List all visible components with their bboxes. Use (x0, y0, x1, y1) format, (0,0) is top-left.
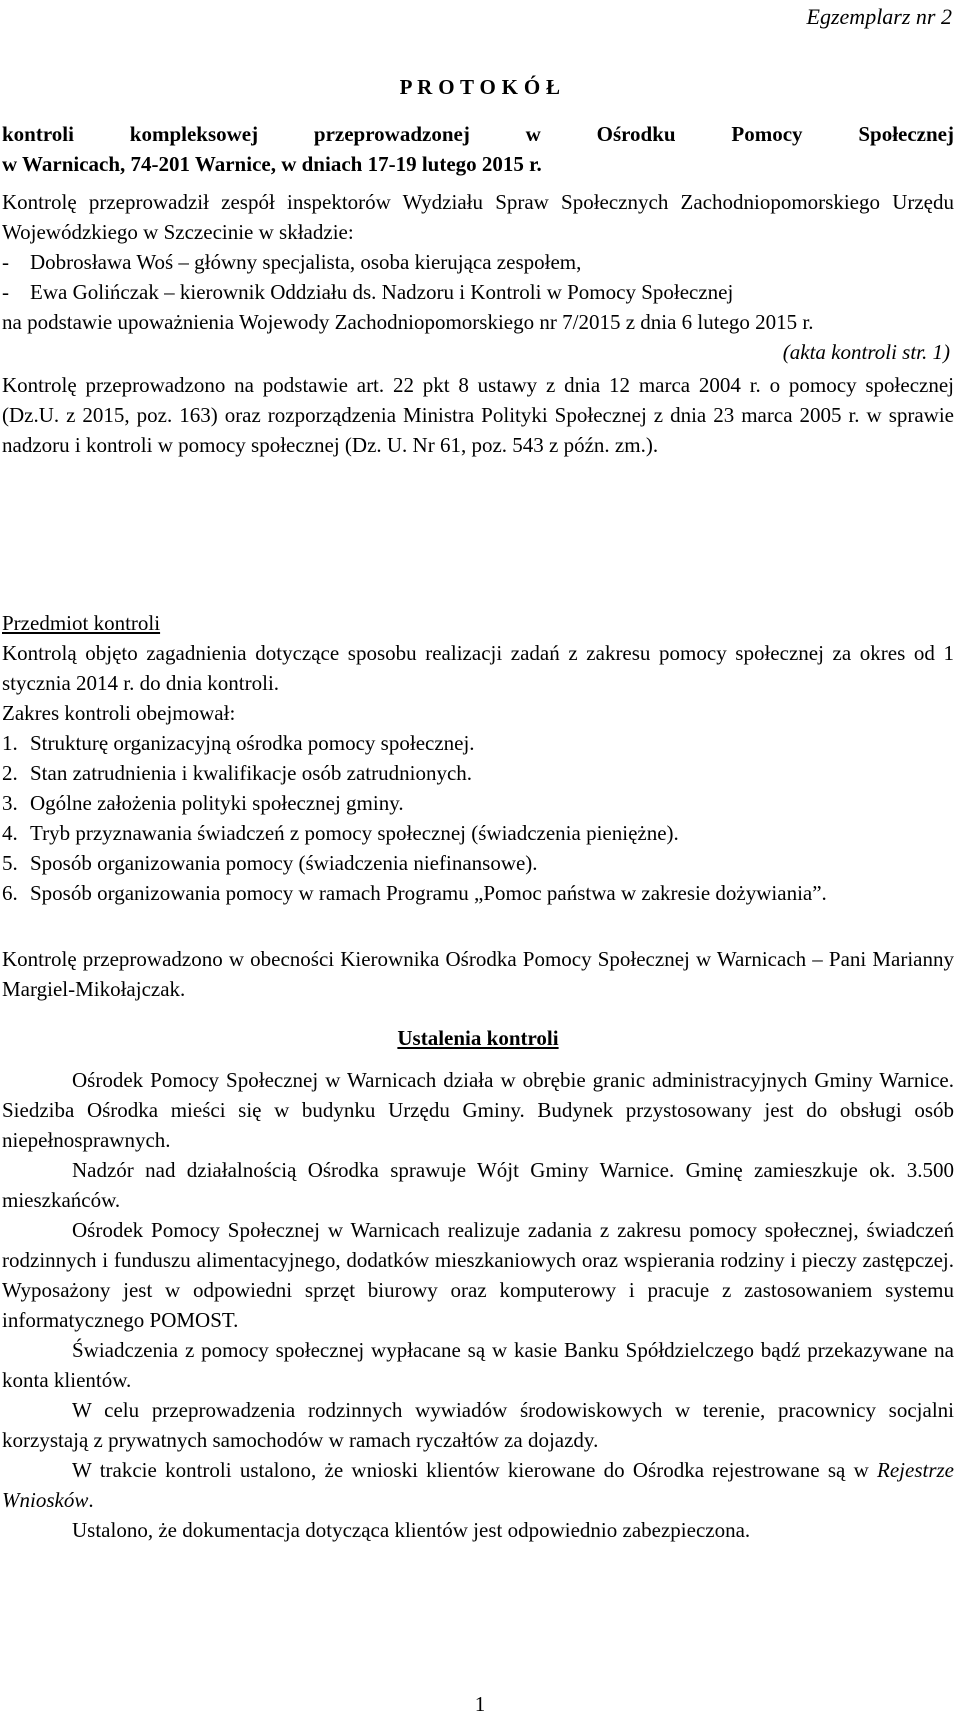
intro-section (2, 119, 954, 179)
page-number: 1 (474, 1692, 486, 1716)
team-member-text: Ewa Golińczak – kierownik Oddziału ds. Nadzoru i Kontroli w Pomocy Społecznej (30, 280, 734, 304)
team-member (2, 247, 954, 277)
subject-heading: Przedmiot kontroli (2, 611, 161, 635)
team-member (2, 277, 954, 307)
team-sentence: Kontrolę przeprowadził zespół inspektorów Wydziału Spraw Społecznych Zachodniopomorskiego Urzędu Wojewódzkiego w Szczecinie w składzie: (2, 190, 954, 244)
subject-text: Kontrolą objęto zagadnienia dotyczące sposobu realizacji zadań z zakresu pomocy społecznej za okres od 1 stycznia 2014 r. do dnia kontroli. (2, 641, 954, 695)
files-reference: (akta kontroli str. 1) (782, 340, 950, 364)
presence-section (2, 944, 954, 1004)
findings-paragraph: Ośrodek Pomocy Społecznej w Warnicach działa w obrębie granic administracyjnych Gminy Warnice. Siedziba Ośrodka mieści się w budynku Urzędu Gminy. Budynek przystosowany jest do obsługi osób niepełnosprawnych. (2, 1068, 954, 1152)
list-dash: - (2, 280, 9, 304)
scope-item (2, 758, 954, 788)
scope-item-text: Tryb przyznawania świadczeń z pomocy społecznej (świadczenia pieniężne). (30, 821, 679, 845)
presence-text: Kontrolę przeprowadzono w obecności Kierownika Ośrodka Pomocy Społecznej w Warnicach – Pani Marianny Margiel-Mikołajczak. (2, 947, 954, 1001)
scope-item-text: Sposób organizowania pomocy (świadczenia niefinansowe). (30, 851, 538, 875)
findings-paragraph: Nadzór nad działalnością Ośrodka sprawuje Wójt Gminy Warnice. Gminę zamieszkuje ok. 3.500 mieszkańców. (2, 1158, 954, 1212)
findings-paragraph: W celu przeprowadzenia rodzinnych wywiadów środowiskowych w terenie, pracownicy socjalni korzystają z prywatnych samochodów w ramach ryczałtów za dojazdy. (2, 1398, 954, 1452)
subject-line-2: w Warnicach, 74-201 Warnice, w dniach 17-19 lutego 2015 r. (2, 152, 542, 176)
subject-line-1: kontroli kompleksowej przeprowadzonej w Ośrodku Pomocy Społecznej (2, 122, 954, 146)
scope-item (2, 788, 954, 818)
scope-item-text: Ogólne założenia polityki społecznej gminy. (30, 791, 404, 815)
scope-item (2, 878, 954, 908)
team-members-list (2, 247, 954, 307)
scope-item-number: 5. (2, 851, 18, 875)
scope-item-number: 6. (2, 881, 18, 905)
registry-paragraph (2, 1455, 954, 1515)
scope-item (2, 728, 954, 758)
team-section (2, 187, 954, 460)
legal-basis-text: Kontrolę przeprowadzono na podstawie art. 22 pkt 8 ustawy z dnia 12 marca 2004 r. o pomocy społecznej (Dz.U. z 2015, poz. 163) oraz rozporządzenia Ministra Polityki Społecznej z dnia 23 marca 2005 r. w sprawie nadzoru i kontroli w pomocy społecznej (Dz. U. Nr 61, poz. 543 z późn. zm.). (2, 373, 954, 457)
team-member-text: Dobrosława Woś – główny specjalista, osoba kierująca zespołem, (30, 250, 582, 274)
scope-item-number: 4. (2, 821, 18, 845)
registry-prefix: W trakcie kontroli ustalono, że wnioski klientów kierowane do Ośrodka rejestrowane są w (72, 1458, 878, 1482)
scope-item-text: Sposób organizowania pomocy w ramach Programu „Pomoc państwa w zakresie dożywiania”. (30, 881, 827, 905)
authorization-text: na podstawie upoważnienia Wojewody Zachodniopomorskiego nr 7/2015 z dnia 6 lutego 2015 r. (2, 310, 814, 334)
scope-list (2, 728, 954, 908)
registry-name: Rejestrze Wniosków (2, 1458, 954, 1512)
scope-item-number: 1. (2, 731, 18, 755)
list-dash: - (2, 250, 9, 274)
scope-item (2, 818, 954, 848)
scope-item-text: Strukturę organizacyjną ośrodka pomocy społecznej. (30, 731, 475, 755)
scope-item-number: 2. (2, 761, 18, 785)
findings-paragraph: Świadczenia z pomocy społecznej wypłacane są w kasie Banku Spółdzielczego bądź przekazywane na konta klientów. (2, 1338, 954, 1392)
findings-paragraph: Ustalono, że dokumentacja dotycząca klientów jest odpowiednio zabezpieczona. (72, 1518, 751, 1542)
scope-label: Zakres kontroli obejmował: (2, 701, 236, 725)
copy-number-mark: Egzemplarz nr 2 (806, 4, 952, 29)
subject-section (2, 608, 954, 908)
findings-section (2, 1023, 954, 1545)
scope-item-number: 3. (2, 791, 18, 815)
scope-item-text: Stan zatrudnienia i kwalifikacje osób zatrudnionych. (30, 761, 473, 785)
findings-paragraph: Ośrodek Pomocy Społecznej w Warnicach realizuje zadania z zakresu pomocy społecznej, świadczeń rodzinnych i funduszu alimentacyjnego, dodatków mieszkaniowych oraz wspierania rodziny i pieczy zastępczej. Wyposażony jest w odpowiedni sprzęt biurowy oraz komputerowy i pracuje z zastosowaniem systemu informatycznego POMOST. (2, 1218, 954, 1332)
scope-item (2, 848, 954, 878)
registry-suffix: . (88, 1488, 94, 1512)
findings-heading: Ustalenia kontroli (397, 1026, 559, 1050)
document-title: P R O T O K Ó Ł (399, 75, 561, 99)
